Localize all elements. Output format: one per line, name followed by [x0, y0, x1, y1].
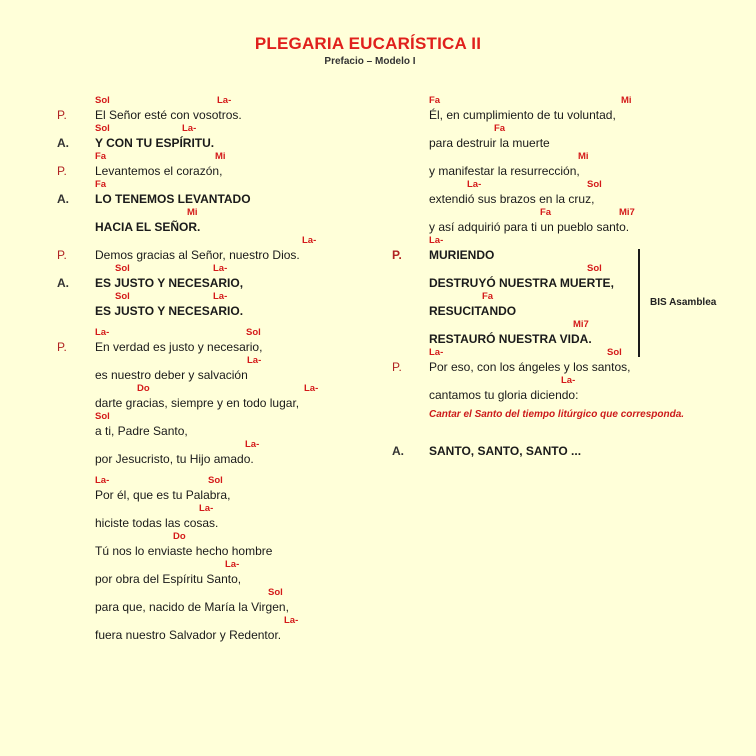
- lyric-row: [380, 331, 756, 347]
- lyric-row: [0, 219, 390, 235]
- page-subtitle: Prefacio – Modelo I: [324, 56, 416, 67]
- verse-line: [0, 151, 390, 179]
- lyric-text: extendió sus brazos en la cruz,: [429, 192, 595, 206]
- page-title: PLEGARIA EUCARÍSTICA II: [254, 34, 482, 53]
- lyric-row: [380, 247, 756, 263]
- verse-line: [0, 95, 390, 123]
- verse-line: [0, 531, 390, 559]
- chord-label: La-: [225, 559, 240, 570]
- chord-label: Fa: [540, 207, 552, 218]
- chord-label: La-: [284, 615, 299, 626]
- lyric-text: Levantemos el corazón,: [95, 164, 223, 178]
- verse-line: [0, 179, 390, 207]
- lyric-text: DESTRUYÓ NUESTRA MUERTE,: [429, 276, 614, 290]
- lyric-row: [0, 247, 390, 263]
- chord-label: La-: [213, 263, 228, 274]
- verse-line: [380, 207, 756, 235]
- chord-row: [380, 263, 756, 275]
- chord-row: [380, 179, 756, 191]
- chord-row: [0, 531, 390, 543]
- verse-line: [380, 431, 756, 459]
- lyric-row: [0, 191, 390, 207]
- chord-row: [0, 263, 390, 275]
- verse-line: [380, 263, 756, 291]
- lyric-row: [0, 599, 390, 615]
- speaker-role: P.: [392, 360, 402, 374]
- chord-label: Sol: [95, 411, 110, 422]
- chord-label: La-: [302, 235, 317, 246]
- chord-row: [0, 327, 390, 339]
- lyric-text: HACIA EL SEÑOR.: [95, 220, 201, 234]
- chord-label: Sol: [115, 291, 130, 302]
- lyric-text: Tú nos lo enviaste hecho hombre: [95, 544, 273, 558]
- verse-line: [0, 263, 390, 291]
- chord-row: [380, 319, 756, 331]
- chord-label: La-: [213, 291, 228, 302]
- verse-line: [0, 503, 390, 531]
- chord-row: [380, 235, 756, 247]
- verse-line: [0, 327, 390, 355]
- chord-row: [0, 559, 390, 571]
- chord-row: [0, 587, 390, 599]
- lyric-text: hiciste todas las cosas.: [95, 516, 219, 530]
- lyric-text: y así adquirió para ti un pueblo santo.: [429, 220, 630, 234]
- bis-bracket-line: [638, 249, 640, 357]
- chord-label: Sol: [587, 263, 602, 274]
- verse-line: [380, 235, 756, 263]
- chord-label: La-: [245, 439, 260, 450]
- lyric-text: ES JUSTO Y NECESARIO,: [95, 276, 244, 290]
- verse-line: [380, 179, 756, 207]
- lyric-row: [0, 107, 390, 123]
- verse-line: [380, 347, 756, 375]
- stanza-gap: [0, 467, 390, 475]
- chord-row: [380, 375, 756, 387]
- chord-row: [0, 291, 390, 303]
- lyric-row: [0, 487, 390, 503]
- lyric-text: Y CON TU ESPÍRITU.: [95, 136, 215, 150]
- stanza-gap: [0, 319, 390, 327]
- chord-label: La-: [217, 95, 232, 106]
- lyric-row: [0, 135, 390, 151]
- chord-label: La-: [561, 375, 576, 386]
- lyric-text: Por él, que es tu Palabra,: [95, 488, 231, 502]
- verse-line: [0, 207, 390, 235]
- rubric-note-text: Cantar el Santo del tiempo litúrgico que corresponda.: [429, 409, 685, 420]
- lyric-text: para destruir la muerte: [429, 136, 550, 150]
- right-column: [380, 95, 756, 459]
- speaker-role: A.: [392, 444, 404, 458]
- chord-row: [0, 439, 390, 451]
- lyric-row: [380, 359, 756, 375]
- chord-label: Sol: [607, 347, 622, 358]
- verse-line: [0, 587, 390, 615]
- lyric-text: Demos gracias al Señor, nuestro Dios.: [95, 248, 300, 262]
- lyric-text: por obra del Espíritu Santo,: [95, 572, 242, 586]
- lyric-row: [0, 303, 390, 319]
- lyric-row: [380, 275, 756, 291]
- lyric-row: [0, 395, 390, 411]
- chord-row: [0, 95, 390, 107]
- lyric-row: [380, 219, 756, 235]
- verse-line: [0, 235, 390, 263]
- chord-label: Fa: [429, 95, 441, 106]
- lyric-row: [0, 543, 390, 559]
- speaker-role: P.: [57, 248, 67, 262]
- chord-row: [0, 503, 390, 515]
- lyric-text: MURIENDO: [429, 248, 495, 262]
- lyric-row: [0, 423, 390, 439]
- chord-row: [0, 383, 390, 395]
- verse-line: [0, 383, 390, 411]
- lyric-row: [380, 443, 756, 459]
- chord-label: La-: [429, 347, 444, 358]
- chord-label: La-: [247, 355, 262, 366]
- verse-line: [380, 319, 756, 347]
- chord-label: La-: [304, 383, 319, 394]
- verse-line: [0, 411, 390, 439]
- lyric-row: [0, 367, 390, 383]
- verse-line: [0, 475, 390, 503]
- chord-row: [380, 347, 756, 359]
- lyric-text: En verdad es justo y necesario,: [95, 340, 263, 354]
- speaker-role: A.: [57, 276, 69, 290]
- lyric-row: [0, 275, 390, 291]
- lyric-row: [0, 571, 390, 587]
- verse-line: [380, 375, 756, 403]
- lyric-text: SANTO, SANTO, SANTO ...: [429, 444, 582, 458]
- chord-label: La-: [199, 503, 214, 514]
- chord-label: Sol: [95, 95, 110, 106]
- chord-label: Sol: [115, 263, 130, 274]
- chord-row: [0, 207, 390, 219]
- lyric-text: cantamos tu gloria diciendo:: [429, 388, 579, 402]
- lyric-row: [380, 387, 756, 403]
- lyric-text: por Jesucristo, tu Hijo amado.: [95, 452, 254, 466]
- chord-row: [380, 151, 756, 163]
- verse-line: [0, 615, 390, 643]
- chord-row: [0, 411, 390, 423]
- lyric-text: RESTAURÓ NUESTRA VIDA.: [429, 332, 592, 346]
- chord-label: Sol: [208, 475, 223, 486]
- chord-label: La-: [429, 235, 444, 246]
- chord-label: Fa: [482, 291, 494, 302]
- chord-label: Mi: [621, 95, 632, 106]
- speaker-role: A.: [57, 136, 69, 150]
- lyric-text: es nuestro deber y salvación: [95, 368, 248, 382]
- chord-row: [0, 123, 390, 135]
- lyric-row: [0, 163, 390, 179]
- chord-label: Sol: [268, 587, 283, 598]
- chord-label: Sol: [246, 327, 261, 338]
- chord-row: [0, 179, 390, 191]
- chord-row: [380, 207, 756, 219]
- speaker-role: P.: [57, 164, 67, 178]
- lyric-row: [0, 451, 390, 467]
- rubric-note: [380, 403, 756, 431]
- chord-row: [0, 615, 390, 627]
- lyric-row: [0, 515, 390, 531]
- chord-label: Fa: [95, 151, 107, 162]
- chord-label: Fa: [494, 123, 506, 134]
- chord-row: [0, 475, 390, 487]
- left-column: [0, 95, 390, 643]
- chord-label: Mi7: [573, 319, 589, 330]
- chord-row: [380, 95, 756, 107]
- lyric-text: para que, nacido de María la Virgen,: [95, 600, 289, 614]
- verse-line: [380, 95, 756, 123]
- lyric-text: fuera nuestro Salvador y Redentor.: [95, 628, 282, 642]
- lyric-row: [380, 191, 756, 207]
- chord-row: [0, 355, 390, 367]
- lyric-row: [380, 135, 756, 151]
- verse-line: [0, 355, 390, 383]
- speaker-role: P.: [392, 248, 402, 262]
- lyric-text: a ti, Padre Santo,: [95, 424, 188, 438]
- lyric-text: LO TENEMOS LEVANTADO: [95, 192, 251, 206]
- lyric-text: El Señor esté con vosotros.: [95, 108, 242, 122]
- lyric-text: ES JUSTO Y NECESARIO.: [95, 304, 244, 318]
- lyric-text: y manifestar la resurrección,: [429, 164, 580, 178]
- speaker-role: P.: [57, 340, 67, 354]
- chord-row: [0, 151, 390, 163]
- chord-label: La-: [95, 327, 110, 338]
- chord-label: Sol: [95, 123, 110, 134]
- verse-line: [380, 123, 756, 151]
- chord-row: [0, 235, 390, 247]
- chord-label: Do: [137, 383, 150, 394]
- lyric-text: Por eso, con los ángeles y los santos,: [429, 360, 631, 374]
- lyric-row: [380, 163, 756, 179]
- verse-line: [0, 291, 390, 319]
- verse-line: [0, 123, 390, 151]
- verse-line: [0, 439, 390, 467]
- verse-line: [380, 151, 756, 179]
- chord-label: La-: [467, 179, 482, 190]
- chord-label: Mi: [215, 151, 226, 162]
- chord-label: Mi: [187, 207, 198, 218]
- lyric-row: [0, 339, 390, 355]
- chord-label: Mi: [578, 151, 589, 162]
- chord-label: Sol: [587, 179, 602, 190]
- chord-label: Do: [173, 531, 186, 542]
- bis-label: BIS Asamblea: [650, 297, 717, 308]
- speaker-role: A.: [57, 192, 69, 206]
- chord-row: [380, 431, 756, 443]
- lyric-row: [380, 107, 756, 123]
- speaker-role: P.: [57, 108, 67, 122]
- lyric-text: RESUCITANDO: [429, 304, 517, 318]
- lyric-row: [0, 627, 390, 643]
- chord-label: La-: [95, 475, 110, 486]
- chord-row: [380, 123, 756, 135]
- chord-label: Mi7: [619, 207, 635, 218]
- chord-label: Fa: [95, 179, 107, 190]
- verse-line: [0, 559, 390, 587]
- lyric-text: darte gracias, siempre y en todo lugar,: [95, 396, 300, 410]
- lyric-text: Él, en cumplimiento de tu voluntad,: [429, 108, 616, 122]
- chord-label: La-: [182, 123, 197, 134]
